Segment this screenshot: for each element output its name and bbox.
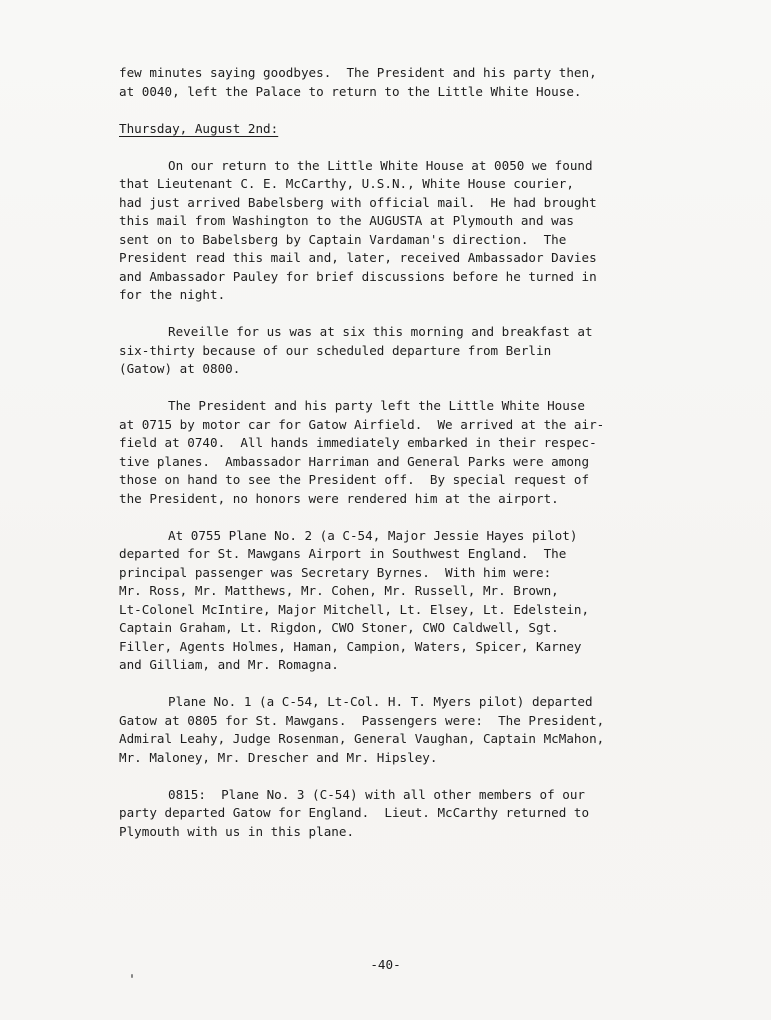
page-number: -40- [370,957,401,972]
paper-speck [131,974,133,978]
text-line: few minutes saying goodbyes. The President and his party then, [119,65,597,80]
document-body [119,64,649,841]
text-line: departed for St. Mawgans Airport in Southwest England. The [119,546,567,561]
text-line: Gatow at 0805 for St. Mawgans. Passengers were: The President, [119,712,605,728]
text-line: party departed Gatow for England. Lieut. McCarthy returned to [119,805,590,820]
text-line: Plymouth with us in this plane. [119,823,355,839]
text-line: and Ambassador Pauley for brief discussions before he turned in [119,268,597,284]
text-line: On our return to the Little White House at 0050 we found [168,157,593,173]
section-heading-text: Thursday, August 2nd: [119,120,279,136]
text-line: the President, no honors were rendered him at the airport. [119,490,559,506]
text-line: for the night. [119,287,226,302]
section-heading [119,120,649,139]
paragraph-gap [119,767,649,786]
text-line: 0815: Plane No. 3 (C-54) with all other members of our [168,786,586,802]
text-line: Mr. Maloney, Mr. Drescher and Mr. Hipsley. [119,749,438,765]
paragraph-gap [119,138,649,157]
text-line: Mr. Ross, Mr. Matthews, Mr. Cohen, Mr. Russell, Mr. Brown, [119,583,559,598]
text-line: President read this mail and, later, received Ambassador Davies [119,250,597,265]
text-line: six-thirty because of our scheduled departure from Berlin [119,342,552,358]
text-line: tive planes. Ambassador Harriman and General Parks were among [119,453,590,469]
text-line: those on hand to see the President off. By special request of [119,472,590,487]
text-line: had just arrived Babelsberg with official mail. He had brought [119,194,597,210]
paragraph-gap [119,508,649,527]
paragraph-gap [119,675,649,694]
text-line: at 0040, left the Palace to return to the Little White House. [119,83,582,99]
text-line: principal passenger was Secretary Byrnes. With him were: [119,564,552,580]
text-line: sent on to Babelsberg by Captain Vardaman's direction. The [119,231,567,247]
text-line: Admiral Leahy, Judge Rosenman, General Vaughan, Captain McMahon, [119,731,605,746]
text-line: Filler, Agents Holmes, Haman, Campion, Waters, Spicer, Karney [119,638,582,654]
text-line: Plane No. 1 (a C-54, Lt-Col. H. T. Myers pilot) departed [168,694,593,709]
text-line: Reveille for us was at six this morning and breakfast at [168,324,593,339]
text-line: (Gatow) at 0800. [119,361,241,376]
text-line: Lt-Colonel McIntire, Major Mitchell, Lt. Elsey, Lt. Edelstein, [119,601,590,617]
paragraph-gap [119,305,649,324]
text-line: this mail from Washington to the AUGUSTA at Plymouth and was [119,213,574,228]
text-line: and Gilliam, and Mr. Romagna. [119,657,339,672]
text-line: at 0715 by motor car for Gatow Airfield. We arrived at the air- [119,416,605,432]
text-line: At 0755 Plane No. 2 (a C-54, Major Jessie Hayes pilot) [168,527,578,543]
paragraph-gap [119,379,649,398]
text-line: The President and his party left the Little White House [168,398,586,413]
text-line: field at 0740. All hands immediately embarked in their respec- [119,435,597,450]
paragraph-gap [119,101,649,120]
text-line: that Lieutenant C. E. McCarthy, U.S.N., White House courier, [119,176,574,191]
text-line: Captain Graham, Lt. Rigdon, CWO Stoner, CWO Caldwell, Sgt. [119,620,559,635]
